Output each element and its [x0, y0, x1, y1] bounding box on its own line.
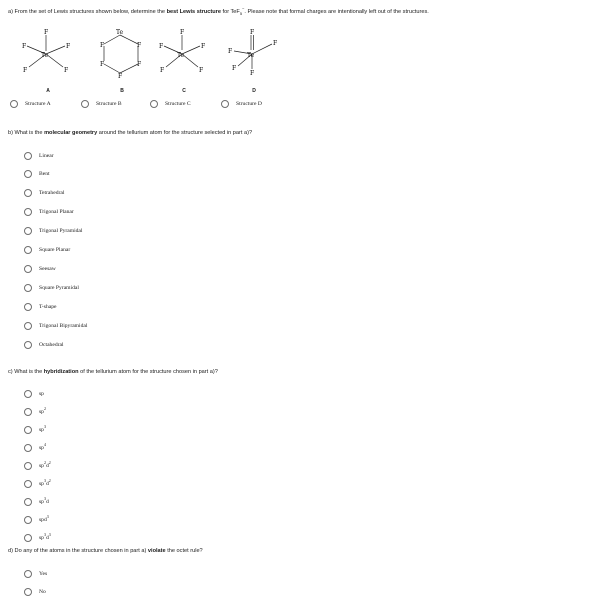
- choice-geometry[interactable]: [24, 227, 82, 235]
- hybrid-sup: 3: [46, 514, 49, 520]
- radio-button[interactable]: [24, 462, 32, 470]
- structure-c-ligand: F: [201, 43, 206, 50]
- structure-d-letter: D: [252, 88, 256, 94]
- hybrid-base: spd: [39, 517, 47, 523]
- choice-label: Square Planar: [39, 247, 71, 253]
- structure-a-ligand: F: [23, 67, 28, 74]
- question-d-text: d) Do any of the atoms in the structure chosen in part a): [8, 548, 148, 554]
- structure-a-ligand: F: [66, 43, 71, 50]
- choice-hybridization[interactable]: [24, 444, 46, 452]
- question-a-text: a) From the set of Lewis structures shown below, determine the: [8, 9, 167, 15]
- hybrid-d: d: [45, 535, 49, 541]
- structure-c-center-atom: Te: [177, 52, 185, 59]
- radio-button[interactable]: [24, 498, 32, 506]
- question-b: [8, 130, 252, 137]
- structure-a-svg: [8, 24, 88, 86]
- radio-button[interactable]: [81, 100, 89, 108]
- choice-label: [39, 496, 49, 505]
- structure-d-center-atom: Te: [247, 52, 255, 59]
- choice-no[interactable]: [24, 588, 46, 596]
- choice-geometry[interactable]: [24, 208, 74, 216]
- radio-button[interactable]: [24, 265, 32, 273]
- choice-label: [39, 478, 51, 487]
- question-a-note: . Please note that formal charges are intentionally left out of the structures.: [244, 9, 429, 15]
- choice-hybridization[interactable]: [24, 408, 46, 416]
- question-a-formula: for TeF: [220, 9, 240, 15]
- question-c-text-end: of the tellurium atom for the structure chosen in part a)?: [78, 369, 218, 375]
- choice-yes[interactable]: [24, 570, 47, 578]
- choice-label: [39, 406, 46, 415]
- choice-label: Structure D: [236, 101, 262, 107]
- radio-button[interactable]: [24, 152, 32, 160]
- structure-choices: [10, 100, 310, 112]
- choice-label: Tetrahedral: [39, 190, 65, 196]
- hybrid-base: sp: [39, 499, 44, 505]
- choice-label: Seesaw: [39, 266, 56, 272]
- choice-label: [39, 391, 44, 397]
- question-a: [8, 6, 429, 17]
- structure-d-ligand: F: [273, 40, 278, 47]
- hybrid-sup: 2: [43, 460, 46, 466]
- hybrid-base: sp: [39, 481, 44, 487]
- structure-b-ligand: F: [100, 61, 105, 68]
- radio-button[interactable]: [24, 588, 32, 596]
- choice-label: [39, 514, 49, 523]
- hybrid-base: sp: [39, 445, 44, 451]
- hybrid-d: d: [45, 481, 49, 487]
- structure-a-letter: A: [46, 88, 50, 94]
- structure-b-ligand: F: [118, 73, 123, 80]
- hybrid-base: sp: [39, 463, 44, 469]
- question-b-text-end: around the tellurium atom for the structure selected in part a)?: [97, 130, 253, 136]
- question-d-text-end: the octet rule?: [165, 548, 203, 554]
- question-c: [8, 369, 218, 376]
- structure-c-svg: [144, 24, 224, 86]
- lewis-structures: [0, 24, 607, 94]
- structure-d-svg: [214, 24, 294, 86]
- hybrid-sup: 2: [43, 406, 46, 412]
- structure-b-ligand: F: [100, 42, 105, 49]
- radio-button[interactable]: [24, 480, 32, 488]
- radio-button[interactable]: [24, 208, 32, 216]
- hybrid-base: sp: [39, 409, 44, 415]
- formula-subscript: 5: [239, 11, 243, 17]
- choice-hybridization[interactable]: [24, 516, 49, 524]
- radio-button[interactable]: [24, 390, 32, 398]
- hybrid-base: sp: [39, 535, 44, 541]
- choice-label: Octahedral: [39, 342, 64, 348]
- choice-geometry[interactable]: [24, 322, 87, 330]
- choice-label: Structure C: [165, 101, 191, 107]
- radio-button[interactable]: [24, 534, 32, 542]
- radio-button[interactable]: [24, 322, 32, 330]
- hybrid-sup: 3: [43, 496, 46, 502]
- radio-button[interactable]: [24, 303, 32, 311]
- choice-geometry[interactable]: [24, 303, 57, 311]
- structure-c-ligand: F: [180, 29, 185, 36]
- structure-d-drawing: [214, 24, 294, 94]
- structure-a-drawing: [8, 24, 88, 94]
- structure-c-ligand: F: [159, 43, 164, 50]
- choice-structure-c[interactable]: [150, 100, 191, 108]
- hybrid-d: d: [45, 499, 49, 505]
- choice-structure-a[interactable]: [10, 100, 51, 108]
- choice-label: Yes: [39, 571, 48, 577]
- choice-label: Trigonal Planar: [39, 209, 74, 215]
- radio-button[interactable]: [24, 444, 32, 452]
- choice-label: T-shape: [39, 304, 57, 310]
- radio-button[interactable]: [24, 570, 32, 578]
- choice-label: [39, 442, 46, 451]
- structure-d-ligand: F: [228, 48, 233, 55]
- choice-geometry[interactable]: [24, 265, 56, 273]
- choice-structure-d[interactable]: [221, 100, 262, 108]
- choice-label: Structure A: [25, 101, 51, 107]
- structure-a-ligand: F: [44, 29, 49, 36]
- choice-label: Trigonal Bipyramidal: [39, 323, 88, 329]
- structure-a-ligand: F: [22, 43, 27, 50]
- radio-button[interactable]: [24, 341, 32, 349]
- radio-button[interactable]: [150, 100, 158, 108]
- structure-b-center-atom: Te: [116, 29, 124, 36]
- choice-hybridization[interactable]: [24, 480, 51, 488]
- hybrid-sup2: 3: [48, 532, 51, 538]
- structure-d-ligand: F: [250, 29, 255, 36]
- choice-label: Structure B: [96, 101, 122, 107]
- radio-button[interactable]: [24, 284, 32, 292]
- structure-b-letter: B: [120, 88, 124, 94]
- hybrid-base: sp: [39, 427, 44, 433]
- choice-label: Linear: [39, 153, 54, 159]
- question-d: [8, 548, 203, 555]
- structure-c-ligand: F: [160, 67, 165, 74]
- radio-button[interactable]: [24, 426, 32, 434]
- choice-hybridization[interactable]: [24, 534, 51, 542]
- hybrid-sup2: 2: [48, 478, 51, 484]
- structure-c-letter: C: [182, 88, 186, 94]
- radio-button[interactable]: [24, 516, 32, 524]
- choice-label: [39, 424, 46, 433]
- choice-label: No: [39, 589, 46, 595]
- choice-label: Square Pyramidal: [39, 285, 79, 291]
- question-b-text: b) What is the: [8, 130, 45, 136]
- question-c-text: c) What is the: [8, 369, 44, 375]
- choice-label: [39, 532, 51, 541]
- structure-c-ligand: F: [199, 67, 204, 74]
- radio-button[interactable]: [10, 100, 18, 108]
- radio-button[interactable]: [24, 408, 32, 416]
- choice-label: Trigonal Pyramidal: [39, 228, 83, 234]
- hybrid-sup2: 2: [48, 460, 51, 466]
- choice-label: Bent: [39, 171, 50, 177]
- structure-b-ligand: F: [137, 42, 142, 49]
- hybrid-d: d: [45, 463, 49, 469]
- choice-hybridization[interactable]: [24, 390, 44, 398]
- choice-geometry[interactable]: [24, 246, 70, 254]
- choice-geometry[interactable]: [24, 152, 54, 160]
- radio-button[interactable]: [24, 227, 32, 235]
- hybrid-sup: 3: [43, 478, 46, 484]
- choice-label: [39, 460, 51, 469]
- radio-button[interactable]: [24, 246, 32, 254]
- radio-button[interactable]: [221, 100, 229, 108]
- structure-a-center-atom: Te: [41, 52, 49, 59]
- choice-hybridization[interactable]: [24, 498, 49, 506]
- question-a-emphasis: best Lewis structure: [166, 9, 221, 15]
- choice-geometry[interactable]: [24, 189, 64, 197]
- hybrid-sup: 3: [43, 424, 46, 430]
- radio-button[interactable]: [24, 170, 32, 178]
- radio-button[interactable]: [24, 189, 32, 197]
- formula-charge: −: [242, 6, 245, 12]
- structure-a-ligand: F: [64, 67, 69, 74]
- structure-c-drawing: [144, 24, 224, 94]
- choice-hybridization[interactable]: [24, 462, 51, 470]
- structure-b-ligand: F: [137, 61, 142, 68]
- choice-geometry[interactable]: [24, 170, 50, 178]
- choice-geometry[interactable]: [24, 284, 79, 292]
- hybrid-base: sp: [39, 391, 44, 397]
- choice-structure-b[interactable]: [81, 100, 122, 108]
- choice-hybridization[interactable]: [24, 426, 46, 434]
- hybrid-sup: 4: [43, 442, 46, 448]
- question-c-emphasis: hybridization: [43, 369, 79, 375]
- hybrid-sup: 3: [43, 532, 46, 538]
- choice-geometry[interactable]: [24, 341, 64, 349]
- question-d-emphasis: violate: [147, 548, 166, 554]
- question-b-emphasis: molecular geometry: [44, 130, 98, 136]
- structure-d-ligand: F: [232, 65, 237, 72]
- structure-d-ligand: F: [250, 70, 255, 77]
